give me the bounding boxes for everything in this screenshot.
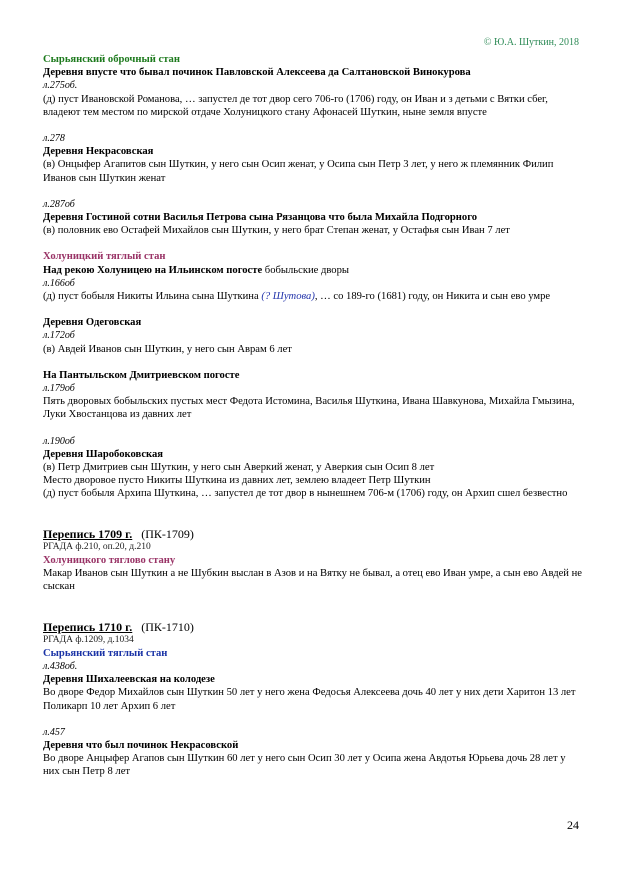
- village-title: Деревня впусте что бывал починок Павловской Алексеева да Салтановской Винокурова: [43, 67, 471, 79]
- entry-text: (д) пуст бобыля Архипа Шуткина, … запустел де тот двор в нынешнем 706-м (1706) году, он Архип сшел безвестно: [43, 488, 568, 500]
- entry-text: Пять дворовых бобыльских пустых мест Федота Истомина, Василья Шуткина, Ивана Шавкунова, Михайла Гмызина, Луки Хвостанцова из давних лет: [43, 396, 575, 421]
- folio-ref: л.438об.: [43, 660, 78, 672]
- section-heading: Сырьянский тяглый стан: [43, 647, 168, 659]
- entry-text: Во дворе Федор Михайлов сын Шуткин 50 лет у него жена Федосья Алексеева дочь 40 лет у них дети Харитон 13 лет Поликарп 10 лет Архип 6 лет: [43, 687, 576, 712]
- census-code: (ПК-1710): [141, 619, 194, 634]
- folio-ref: л.457: [43, 726, 65, 738]
- copyright-notice: © Ю.А. Шуткин, 2018: [483, 37, 579, 48]
- entry-text: Макар Иванов сын Шуткин а не Шубкин выслан в Азов и на Вятку не бывал, а отец ево Иван умре, а сын ево Авдей не сыскан: [43, 568, 582, 593]
- page-content: [43, 53, 583, 779]
- village-title: Деревня Некрасовская: [43, 146, 154, 158]
- village-title: Деревня Одеговская: [43, 317, 142, 329]
- folio-ref: л.172об: [43, 330, 75, 342]
- census-header: [43, 527, 583, 541]
- archive-ref: РГАДА ф.1209, д.1034: [43, 634, 134, 645]
- census-header: [43, 620, 583, 634]
- entry-text: Место дворовое пусто Никиты Шуткина из давних лет, землею владеет Петр Шуткин: [43, 475, 431, 487]
- section-heading: Сырьянский оброчный стан: [43, 54, 180, 65]
- entry-text: (д) пуст Ивановской Романова, … запустел де тот двор сего 706-го (1706) году, он Иван и з детьми с Вятки сбег, владеют тем местом по мирской отдаче Холуницкого стану Афонасей Шуткин, ныне земля впусте: [43, 93, 548, 118]
- entry-text: (в) Петр Дмитриев сын Шуткин, у него сын Аверкий женат, у Аверкия сын Осип 8 лет: [43, 462, 435, 474]
- folio-ref: л.278: [43, 133, 65, 145]
- entry-text-part: , … со 189-го (1681) году, он Никита и сын ево умре: [314, 291, 551, 303]
- entry-text: (в) половник ево Остафей Михайлов сын Шуткин, у него брат Степан женат, у Остафья сын Иван 7 лет: [43, 225, 510, 237]
- entry-text: Во дворе Анцыфер Агапов сын Шуткин 60 лет у него сын Осип 30 лет у Осипа жена Авдотья Юрьева дочь 28 лет у них сын Петр 8 лет: [43, 753, 566, 778]
- village-title: [43, 264, 583, 277]
- folio-ref: л.190об: [43, 435, 75, 447]
- village-title: Деревня Шихалеевская на колодезе: [43, 674, 215, 686]
- folio-ref: л.166об: [43, 277, 75, 289]
- page-number: 24: [567, 818, 579, 832]
- village-title: Деревня Шаробоковская: [43, 448, 164, 460]
- folio-ref: л.287об: [43, 198, 75, 210]
- archive-ref: РГАДА ф.210, оп.20, д.210: [43, 541, 151, 552]
- folio-ref: л.179об: [43, 383, 75, 395]
- census-title: Перепись 1709 г.: [43, 526, 133, 541]
- section-heading: Холуницкий тяглый стан: [43, 251, 166, 263]
- entry-text: [43, 290, 583, 303]
- entry-text-part: (д) пуст бобыля Никиты Ильина сына Шуткина: [43, 291, 262, 303]
- folio-ref: л.275об.: [43, 80, 78, 92]
- village-title-rest: бобыльские дворы: [262, 264, 350, 276]
- entry-text: (в) Авдей Иванов сын Шуткин, у него сын Аврам 6 лет: [43, 343, 292, 355]
- village-title: Деревня что был починок Некрасовской: [43, 739, 239, 751]
- village-title-bold: Над рекою Холуницею на Ильинском погосте: [43, 264, 263, 276]
- census-code: (ПК-1709): [141, 526, 194, 541]
- village-title: Деревня Гостиной сотни Василья Петрова сына Рязанцова что была Михайла Подгорного: [43, 212, 478, 224]
- section-heading: Холуницкого тяглово стану: [43, 554, 176, 566]
- census-title: Перепись 1710 г.: [43, 619, 133, 634]
- village-title: На Пантыльском Дмитриевском погосте: [43, 369, 240, 381]
- entry-text: (в) Онцыфер Агапитов сын Шуткин, у него сын Осип женат, у Осипа сын Петр 3 лет, у него ж племянник Филип Иванов сын Шуткин женат: [43, 159, 554, 184]
- surname-variant-note: (? Шутова): [261, 291, 315, 303]
